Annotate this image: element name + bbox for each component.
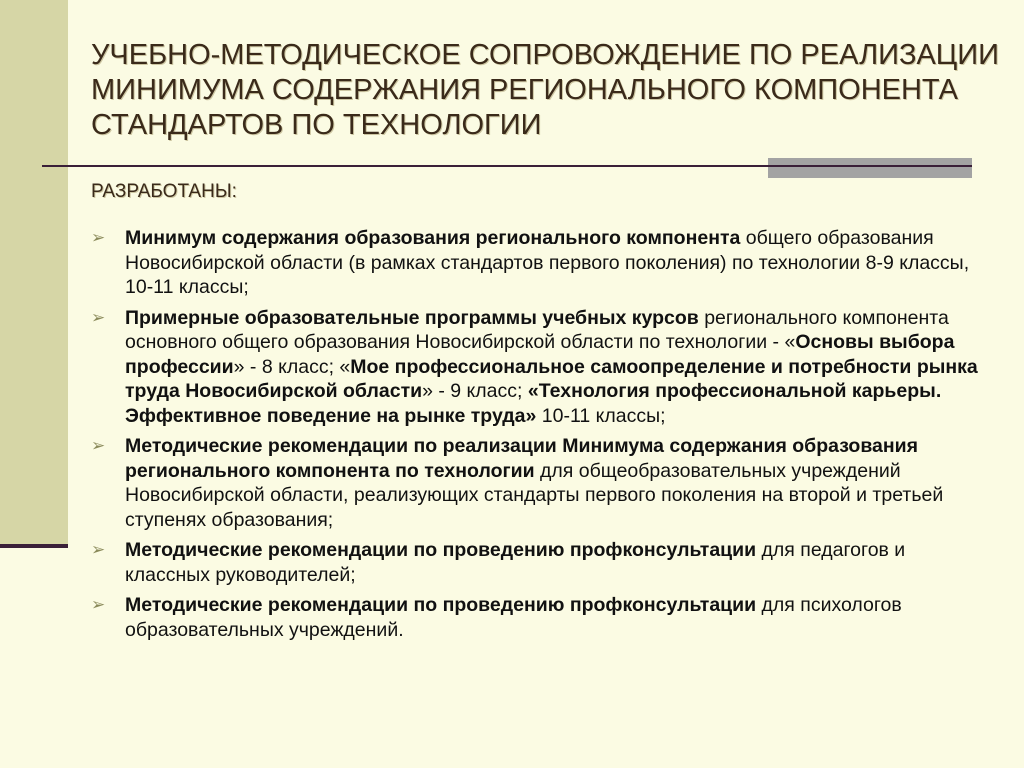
item-bold-text: Методические рекомендации по проведению профконсультации <box>125 594 757 616</box>
item-bold-text: Мое профессиональное самоопределение и потребности рынка труда Новосибирской области <box>125 355 978 402</box>
title-accent-bar <box>768 158 972 178</box>
item-bold-text: Методические рекомендации по проведению профконсультации <box>125 539 757 561</box>
arrow-bullet-icon: ➢ <box>91 540 106 559</box>
list-item <box>91 434 981 532</box>
left-decor-band <box>0 0 68 544</box>
item-text: » - 9 класс; <box>422 380 528 402</box>
item-bold-text: Методические рекомендации по реализации Минимума содержания образования регионального компонента по технологии <box>125 435 919 482</box>
list-item <box>91 593 981 642</box>
arrow-bullet-icon: ➢ <box>91 228 106 247</box>
arrow-bullet-icon: ➢ <box>91 595 106 614</box>
list-item <box>91 306 981 429</box>
slide-subtitle: РАЗРАБОТАНЫ: <box>91 181 237 202</box>
item-text: для общеобразовательных учреждений Новосибирской области, реализующих стандарты первого поколения на второй и третьей ступенях образования; <box>125 459 944 531</box>
item-bold-text: «Технология профессиональной карьеры. Эффективное поведение на рынке труда» <box>125 380 942 427</box>
item-text: общего образования Новосибирской области (в рамках стандартов первого поколения) по технологии 8-9 классы, 10-11 классы; <box>125 227 970 298</box>
slide-title: УЧЕБНО-МЕТОДИЧЕСКОЕ СОПРОВОЖДЕНИЕ ПО РЕАЛИЗАЦИИ МИНИМУМА СОДЕРЖАНИЯ РЕГИОНАЛЬНОГО КОМПОНЕНТА СТАНДАРТОВ ПО ТЕХНОЛОГИИ <box>91 39 999 141</box>
item-text: для педагогов и классных руководителей; <box>125 539 906 586</box>
item-bold-text: Минимум содержания образования регионального компонента <box>125 227 741 249</box>
item-text: 10-11 классы; <box>536 404 666 427</box>
deliverables-list <box>91 226 981 648</box>
list-item <box>91 226 981 300</box>
item-text: » - 8 класс; « <box>233 355 351 378</box>
left-decor-rule <box>0 544 68 548</box>
arrow-bullet-icon: ➢ <box>91 307 106 327</box>
arrow-bullet-icon: ➢ <box>91 436 106 455</box>
item-text: регионального компонента основного общего образования Новосибирской области по технологии - « <box>125 306 949 353</box>
list-item <box>91 538 981 587</box>
item-bold-text: Примерные образовательные программы учебных курсов <box>125 306 699 329</box>
item-bold-text: Основы выбора профессии <box>125 331 955 378</box>
item-text: для психологов образовательных учреждений. <box>125 594 902 641</box>
